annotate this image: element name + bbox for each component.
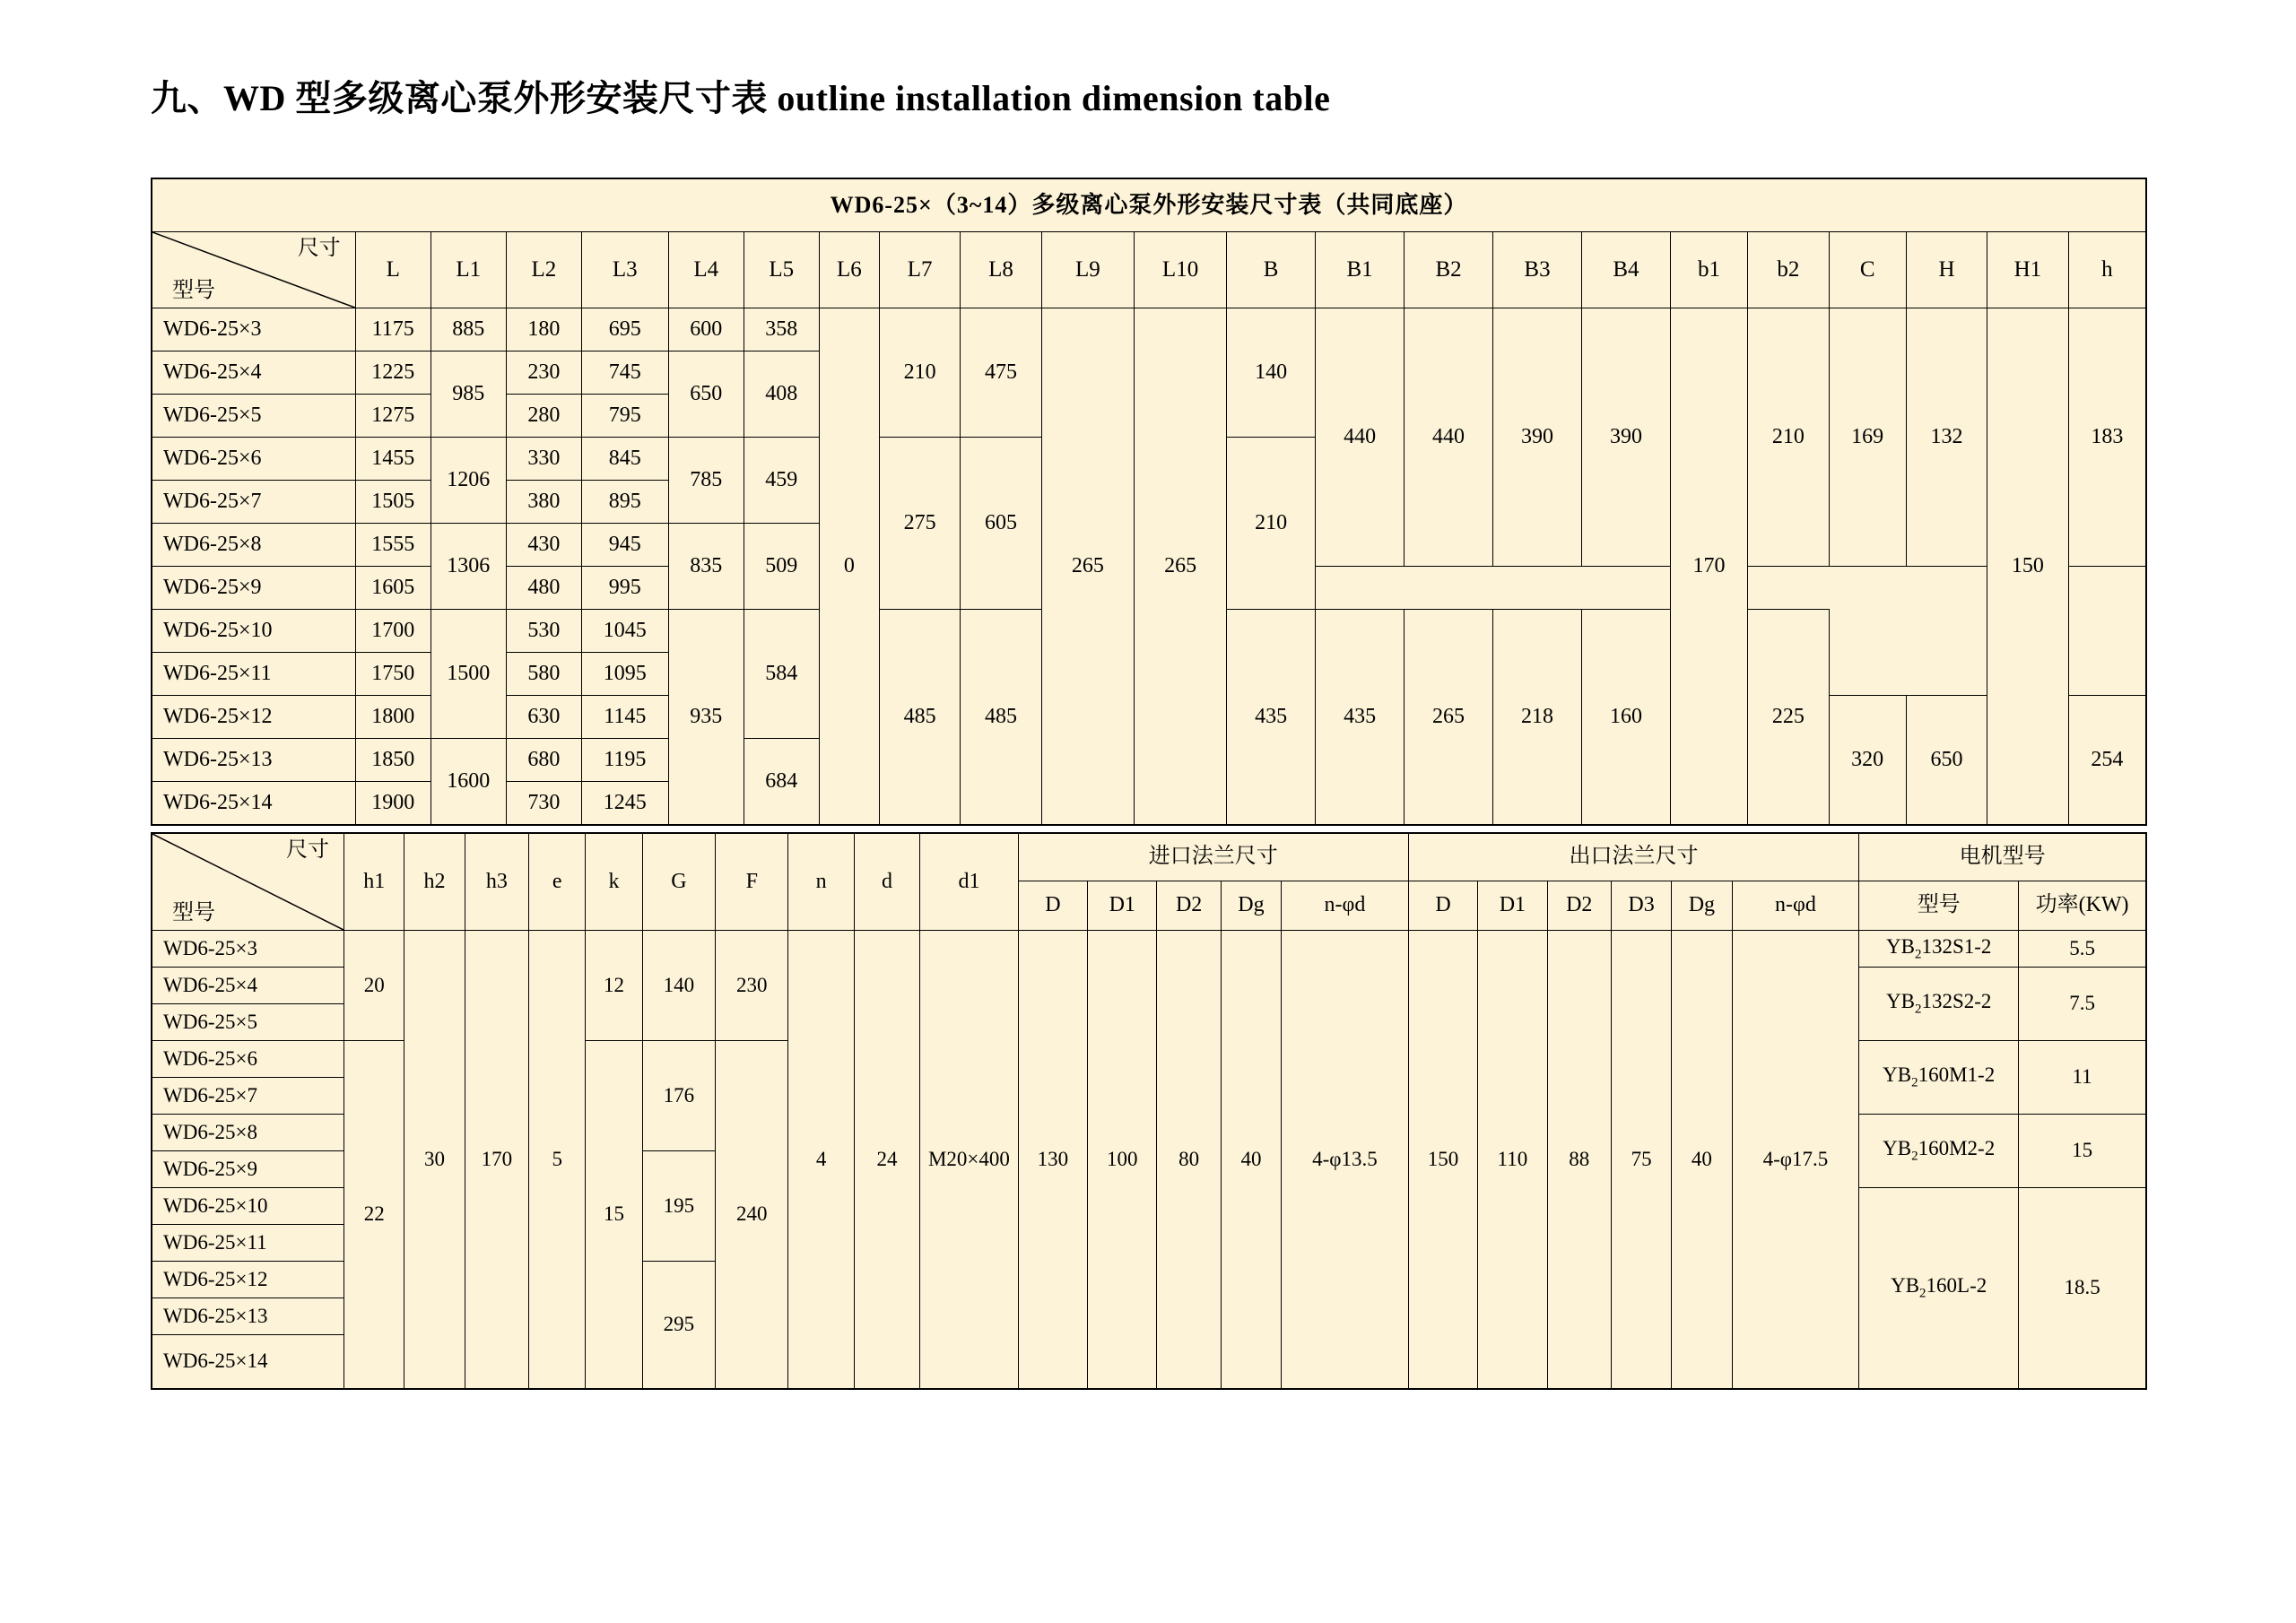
cell-F: 230 — [716, 931, 788, 1041]
col-header-B: B — [1227, 232, 1316, 308]
col-header-G: G — [642, 833, 715, 931]
table-row — [152, 308, 2146, 352]
col-header-h2: h2 — [404, 833, 465, 931]
cell-B1: 440 — [1316, 308, 1405, 567]
cell-B2: 485 — [961, 610, 1041, 826]
cell-L3: 745 — [581, 352, 668, 395]
cell-h3: 170 — [465, 931, 528, 1389]
cell-L2: 280 — [506, 395, 581, 438]
col-header-h1: h1 — [344, 833, 404, 931]
row-model: WD6-25×8 — [152, 1115, 344, 1151]
cell-H: 132 — [1906, 308, 1987, 567]
motor-model-subscript: 2 — [1911, 1149, 1918, 1164]
cell-B: 140 — [1227, 308, 1316, 438]
cell-h1: 20 — [344, 931, 404, 1041]
motor-model-suffix: 132S2-2 — [1921, 990, 1992, 1013]
cell-L2: 380 — [506, 481, 581, 524]
cell-L4: 600 — [668, 308, 744, 352]
cell-motor-power: 18.5 — [2019, 1188, 2146, 1389]
cell-B3: 390 — [1493, 308, 1582, 567]
row-model: WD6-25×6 — [152, 1041, 344, 1078]
corner-label-dimension: 尺寸 — [286, 838, 330, 862]
cell-b1: 170 — [1670, 308, 1747, 826]
row-model: WD6-25×7 — [152, 1078, 344, 1115]
cell-b2: 210 — [1748, 308, 1829, 567]
cell-L10: 265 — [1134, 308, 1226, 826]
col-header-L4: L4 — [668, 232, 744, 308]
row-model: WD6-25×12 — [152, 696, 355, 739]
cell-inlet-ndphi: 4-φ13.5 — [1282, 931, 1409, 1389]
cell-inlet-D2: 80 — [1157, 931, 1221, 1389]
cell-outlet-D1: 110 — [1478, 931, 1547, 1389]
col-header-L6: L6 — [819, 232, 879, 308]
col-header-outlet-D: D — [1408, 881, 1477, 931]
cell-motor-model — [1859, 931, 2019, 968]
cell-L2: 230 — [506, 352, 581, 395]
cell-L5: 684 — [744, 739, 819, 826]
col-header-n: n — [788, 833, 854, 931]
cell-L: 1605 — [355, 567, 430, 610]
row-model: WD6-25×7 — [152, 481, 355, 524]
col-header-H1: H1 — [1987, 232, 2068, 308]
motor-model-suffix: 160M1-2 — [1918, 1063, 1996, 1087]
corner-label-model: 型号 — [172, 279, 215, 303]
row-model: WD6-25×10 — [152, 610, 355, 653]
cell-L4: 935 — [668, 610, 744, 826]
cell-L3: 695 — [581, 308, 668, 352]
motor-model-subscript: 2 — [1911, 1075, 1918, 1090]
cell-L2: 680 — [506, 739, 581, 782]
cell-h2: 30 — [404, 931, 465, 1389]
col-header-b2: b2 — [1748, 232, 1829, 308]
row-model: WD6-25×6 — [152, 438, 355, 481]
col-header-L3: L3 — [581, 232, 668, 308]
cell-B: 210 — [1227, 438, 1316, 610]
cell-L2: 430 — [506, 524, 581, 567]
cell-inlet-D: 130 — [1018, 931, 1087, 1389]
cell-L2: 530 — [506, 610, 581, 653]
cell-d: 24 — [854, 931, 919, 1389]
cell-L3: 845 — [581, 438, 668, 481]
motor-model-suffix: 160L-2 — [1926, 1273, 1987, 1297]
col-header-B4: B4 — [1581, 232, 1670, 308]
cell-L1: 1206 — [430, 438, 506, 524]
cell-L4: 835 — [668, 524, 744, 610]
row-model: WD6-25×11 — [152, 1225, 344, 1262]
cell-L: 1700 — [355, 610, 430, 653]
col-header-inlet-D2: D2 — [1157, 881, 1221, 931]
col-header-inlet-D1: D1 — [1088, 881, 1157, 931]
cell-B4: 435 — [1316, 610, 1405, 826]
col-header-L7: L7 — [879, 232, 960, 308]
col-header-B2: B2 — [1405, 232, 1493, 308]
cell-L: 1275 — [355, 395, 430, 438]
cell-motor-model — [1859, 968, 2019, 1041]
motor-model-subscript: 2 — [1919, 1286, 1926, 1301]
cell-L2: 580 — [506, 653, 581, 696]
col-header-C: C — [1829, 232, 1906, 308]
cell-inlet-D1: 100 — [1088, 931, 1157, 1389]
cell-L7: 320 — [1829, 696, 1906, 826]
cell-h: 225 — [1748, 610, 1829, 826]
row-model: WD6-25×4 — [152, 352, 355, 395]
cell-L: 1175 — [355, 308, 430, 352]
col-header-H: H — [1906, 232, 1987, 308]
col-header-inlet-ndphi: n-φd — [1282, 881, 1409, 931]
row-model: WD6-25×12 — [152, 1262, 344, 1298]
motor-model-prefix: YB — [1883, 1137, 1912, 1160]
cell-inlet-Dg: 40 — [1221, 931, 1281, 1389]
cell-G: 176 — [642, 1041, 715, 1151]
cell-L3: 1145 — [581, 696, 668, 739]
motor-model-prefix: YB — [1883, 1063, 1912, 1087]
motor-model-prefix: YB — [1885, 934, 1915, 958]
motor-model-subscript: 2 — [1914, 1002, 1922, 1017]
col-header-outlet-ndphi: n-φd — [1732, 881, 1859, 931]
cell-L3: 795 — [581, 395, 668, 438]
row-model: WD6-25×10 — [152, 1188, 344, 1225]
motor-model-prefix: YB — [1885, 990, 1915, 1013]
cell-L3: 895 — [581, 481, 668, 524]
table2-group-header-row — [152, 833, 2146, 881]
row-model: WD6-25×9 — [152, 567, 355, 610]
col-header-outlet-D3: D3 — [1611, 881, 1671, 931]
cell-L3: 1195 — [581, 739, 668, 782]
cell-G: 195 — [642, 1151, 715, 1262]
cell-L3: 945 — [581, 524, 668, 567]
row-model: WD6-25×4 — [152, 968, 344, 1004]
cell-L9: 265 — [1041, 308, 1134, 826]
table-header-row — [152, 232, 2146, 308]
motor-model-suffix: 132S1-2 — [1921, 934, 1992, 958]
col-header-outlet-Dg: Dg — [1672, 881, 1732, 931]
col-header-L10: L10 — [1134, 232, 1226, 308]
cell-B2: 440 — [1405, 308, 1493, 567]
row-model: WD6-25×14 — [152, 1335, 344, 1389]
cell-L: 1900 — [355, 782, 430, 826]
table-caption: WD6-25×（3~14）多级离心泵外形安装尺寸表（共同底座） — [152, 178, 2146, 232]
cell-L5: 584 — [744, 610, 819, 739]
row-model: WD6-25×13 — [152, 739, 355, 782]
col-header-B3: B3 — [1493, 232, 1582, 308]
cell-L: 1225 — [355, 352, 430, 395]
corner-label-model: 型号 — [172, 901, 215, 925]
cell-h1: 22 — [344, 1041, 404, 1389]
cell-C: 218 — [1493, 610, 1582, 826]
cell-motor-power: 5.5 — [2019, 931, 2146, 968]
cell-motor-model — [1859, 1115, 2019, 1188]
cell-L5: 408 — [744, 352, 819, 438]
cell-L5: 358 — [744, 308, 819, 352]
cell-L8: 605 — [961, 438, 1041, 610]
col-header-L8: L8 — [961, 232, 1041, 308]
cell-n: 4 — [788, 931, 854, 1389]
cell-outlet-ndphi: 4-φ17.5 — [1732, 931, 1859, 1389]
col-header-inlet-Dg: Dg — [1221, 881, 1281, 931]
col-header-motor-power: 功率(KW) — [2019, 881, 2146, 931]
col-header-L: L — [355, 232, 430, 308]
row-model: WD6-25×9 — [152, 1151, 344, 1188]
cell-B1: 485 — [879, 610, 960, 826]
cell-L2: 180 — [506, 308, 581, 352]
cell-L3: 1245 — [581, 782, 668, 826]
cell-outlet-Dg: 40 — [1672, 931, 1732, 1389]
cell-k: 12 — [586, 931, 642, 1041]
row-model: WD6-25×11 — [152, 653, 355, 696]
cell-outlet-D: 150 — [1408, 931, 1477, 1389]
cell-L7: 275 — [879, 438, 960, 610]
col-header-inlet-D: D — [1018, 881, 1087, 931]
row-model: WD6-25×5 — [152, 395, 355, 438]
cell-L4: 785 — [668, 438, 744, 524]
col-header-L2: L2 — [506, 232, 581, 308]
cell-L6: 0 — [819, 308, 879, 826]
corner-header-cell — [152, 232, 355, 308]
cell-L: 1505 — [355, 481, 430, 524]
row-model: WD6-25×3 — [152, 308, 355, 352]
cell-e: 5 — [529, 931, 586, 1389]
cell-C: 169 — [1829, 308, 1906, 567]
cell-k: 15 — [586, 1041, 642, 1389]
row-model: WD6-25×14 — [152, 782, 355, 826]
col-header-outlet-D2: D2 — [1547, 881, 1611, 931]
col-header-d: d — [854, 833, 919, 931]
cell-L5: 509 — [744, 524, 819, 610]
cell-L: 1850 — [355, 739, 430, 782]
cell-L1: 1500 — [430, 610, 506, 739]
cell-L1: 985 — [430, 352, 506, 438]
row-model: WD6-25×8 — [152, 524, 355, 567]
cell-outlet-D3: 75 — [1611, 931, 1671, 1389]
cell-B3: 435 — [1227, 610, 1316, 826]
cell-L7: 210 — [879, 308, 960, 438]
group-header-outlet-flange: 出口法兰尺寸 — [1408, 833, 1858, 881]
cell-L: 1800 — [355, 696, 430, 739]
motor-model-suffix: 160M2-2 — [1918, 1137, 1996, 1160]
col-header-h: h — [2068, 232, 2146, 308]
row-model: WD6-25×3 — [152, 931, 344, 968]
cell-motor-model — [1859, 1188, 2019, 1389]
cell-motor-power: 11 — [2019, 1041, 2146, 1115]
cell-L: 1455 — [355, 438, 430, 481]
cell-L1: 1600 — [430, 739, 506, 826]
corner-header-cell-2 — [152, 833, 344, 931]
cell-L1: 1306 — [430, 524, 506, 610]
col-header-B1: B1 — [1316, 232, 1405, 308]
cell-L1: 885 — [430, 308, 506, 352]
col-header-F: F — [716, 833, 788, 931]
dimension-table-main — [151, 178, 2147, 826]
cell-L2: 630 — [506, 696, 581, 739]
cell-h: 183 — [2068, 308, 2146, 567]
page-title: 九、WD 型多级离心泵外形安装尺寸表 outline installation dimension table — [151, 78, 1331, 118]
cell-F: 240 — [716, 1041, 788, 1389]
col-header-h3: h3 — [465, 833, 528, 931]
col-header-k: k — [586, 833, 642, 931]
cell-d1: M20×400 — [920, 931, 1019, 1389]
cell-L8: 475 — [961, 308, 1041, 438]
col-header-motor-model: 型号 — [1859, 881, 2019, 931]
col-header-outlet-D1: D1 — [1478, 881, 1547, 931]
cell-motor-model — [1859, 1041, 2019, 1115]
cell-L: 1555 — [355, 524, 430, 567]
cell-H1: 150 — [1987, 308, 2068, 826]
cell-L4: 650 — [668, 352, 744, 438]
col-header-e: e — [529, 833, 586, 931]
col-header-b1: b1 — [1670, 232, 1747, 308]
corner-label-dimension: 尺寸 — [297, 237, 341, 260]
cell-B4: 390 — [1581, 308, 1670, 567]
group-header-inlet-flange: 进口法兰尺寸 — [1018, 833, 1408, 881]
cell-B: 254 — [2068, 696, 2146, 826]
cell-L5: 459 — [744, 438, 819, 524]
dimension-table-secondary — [151, 832, 2147, 1390]
table-caption-row — [152, 178, 2146, 232]
motor-model-subscript: 2 — [1914, 947, 1922, 962]
col-header-L1: L1 — [430, 232, 506, 308]
cell-L2: 480 — [506, 567, 581, 610]
cell-H: 160 — [1581, 610, 1670, 826]
row-model: WD6-25×13 — [152, 1298, 344, 1335]
cell-L2: 730 — [506, 782, 581, 826]
cell-L3: 995 — [581, 567, 668, 610]
cell-outlet-D2: 88 — [1547, 931, 1611, 1389]
col-header-d1: d1 — [920, 833, 1019, 931]
cell-G: 295 — [642, 1262, 715, 1389]
cell-L3: 1095 — [581, 653, 668, 696]
cell-L8: 650 — [1906, 696, 1987, 826]
row-model: WD6-25×5 — [152, 1004, 344, 1041]
group-header-motor: 电机型号 — [1859, 833, 2146, 881]
table-row — [152, 931, 2146, 968]
cell-G: 140 — [642, 931, 715, 1041]
cell-L: 1750 — [355, 653, 430, 696]
motor-model-prefix: YB — [1891, 1273, 1920, 1297]
col-header-L9: L9 — [1041, 232, 1134, 308]
col-header-L5: L5 — [744, 232, 819, 308]
cell-L3: 1045 — [581, 610, 668, 653]
cell-b2: 265 — [1405, 610, 1493, 826]
cell-motor-power: 15 — [2019, 1115, 2146, 1188]
cell-L2: 330 — [506, 438, 581, 481]
cell-motor-power: 7.5 — [2019, 968, 2146, 1041]
